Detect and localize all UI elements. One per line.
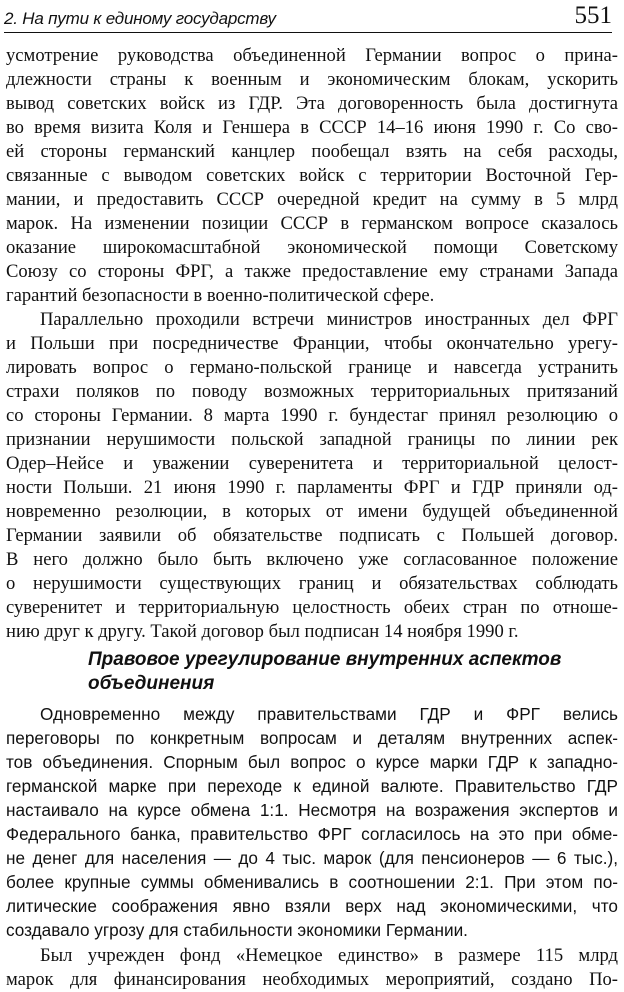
paragraph-1 xyxy=(6,44,618,308)
text-line: марок для финансирования необходимых мероприятий, создано По- xyxy=(6,969,618,990)
text-line: не денег для населения — до 4 тыс. марок (для пенсионеров — 6 тыс.), xyxy=(6,848,618,868)
text-line: со стороны Германии. 8 марта 1990 г. бундестаг принял резолюцию о xyxy=(6,405,618,426)
text-line: создавало угрозу для стабильности экономики Германии. xyxy=(6,920,468,940)
text-line: ности Польши. 21 июня 1990 г. парламенты ФРГ и ГДР приняли од- xyxy=(6,477,618,498)
text-line: длежности страны к военным и экономическим блокам, ускорить xyxy=(6,69,618,90)
text-line: Союзу со стороны ФРГ, а также предоставление ему странами Запада xyxy=(6,261,618,282)
text-line: нию друг к другу. Такой договор был подписан 14 ноября 1990 г. xyxy=(6,621,519,642)
text-line: Одновременно между правительствами ГДР и ФРГ велись xyxy=(40,704,618,724)
running-title: 2. На пути к единому государству xyxy=(4,9,276,28)
paragraph-3 xyxy=(6,702,618,942)
section-heading xyxy=(88,648,561,696)
text-line: настаивало на курсе обмена 1:1. Несмотря на возражения экспертов и xyxy=(6,800,618,820)
running-header xyxy=(4,2,612,33)
text-line: признании нерушимости польской западной границы по линии рек xyxy=(6,429,618,450)
text-line: мании, и предоставить СССР очередной кредит на сумму в 5 млрд xyxy=(6,189,618,210)
text-line: ей стороны германский канцлер пообещал взять на себя расходы, xyxy=(6,141,618,162)
text-line: оказание широкомасштабной экономической помощи Советскому xyxy=(6,237,618,258)
text-line: о нерушимости существующих границ и обязательствах соблюдать xyxy=(6,573,618,594)
text-line: В него должно было быть включено уже согласованное положение xyxy=(6,549,618,570)
text-line: Был учрежден фонд «Немецкое единство» в размере 115 млрд xyxy=(40,945,618,966)
text-line: суверенитет и территориальную целостность обеих стран по отноше- xyxy=(6,597,618,618)
text-line: германской марке при переходе к единой валюте. Правительство ГДР xyxy=(6,776,618,796)
text-line: Параллельно проходили встречи министров иностранных дел ФРГ xyxy=(40,309,618,330)
paragraph-2 xyxy=(6,308,618,644)
paragraph-4 xyxy=(6,944,618,992)
text-line: марок. На изменении позиции СССР в германском вопросе сказалось xyxy=(6,213,618,234)
text-line: гарантий безопасности в военно-политической сфере. xyxy=(6,285,435,306)
text-line: литические соображения явно взяли верх над экономическими, что xyxy=(6,896,618,916)
text-line: страхи поляков по поводу возможных территориальных притязаний xyxy=(6,381,618,402)
text-line: Федерального банка, правительство ФРГ согласилось на это при обме- xyxy=(6,824,618,844)
text-line: переговоры по конкретным вопросам и деталям внутренних аспек- xyxy=(6,728,618,748)
text-line: связанные с выводом советских войск с территории Восточной Гер- xyxy=(6,165,618,186)
text-line: более крупные суммы обменивались в соотношении 2:1. При этом по- xyxy=(6,872,618,892)
text-line: во время визита Коля и Геншера в СССР 14–16 июня 1990 г. Со сво- xyxy=(6,117,618,138)
text-line: тов объединения. Спорным был вопрос о курсе марки ГДР к западно- xyxy=(6,752,618,772)
text-line: и Польши при посредничестве Франции, чтобы окончательно урегу- xyxy=(6,333,618,354)
text-line: Одер–Нейсе и уважении суверенитета и территориальной целост- xyxy=(6,453,618,474)
page-number: 551 xyxy=(574,2,612,29)
text-line: новременно резолюции, в которых от имени будущей объединенной xyxy=(6,501,618,522)
text-line: лировать вопрос о германо-польской границе и навсегда устранить xyxy=(6,357,618,378)
text-line: Германии заявили об обязательстве подписать с Польшей договор. xyxy=(6,525,618,546)
section-heading-line: Правовое урегулирование внутренних аспектов xyxy=(88,649,562,670)
text-line: усмотрение руководства объединенной Германии вопрос о прина- xyxy=(6,45,618,66)
section-heading-line: объединения xyxy=(88,673,215,694)
text-line: вывод советских войск из ГДР. Эта договоренность была достигнута xyxy=(6,93,618,114)
